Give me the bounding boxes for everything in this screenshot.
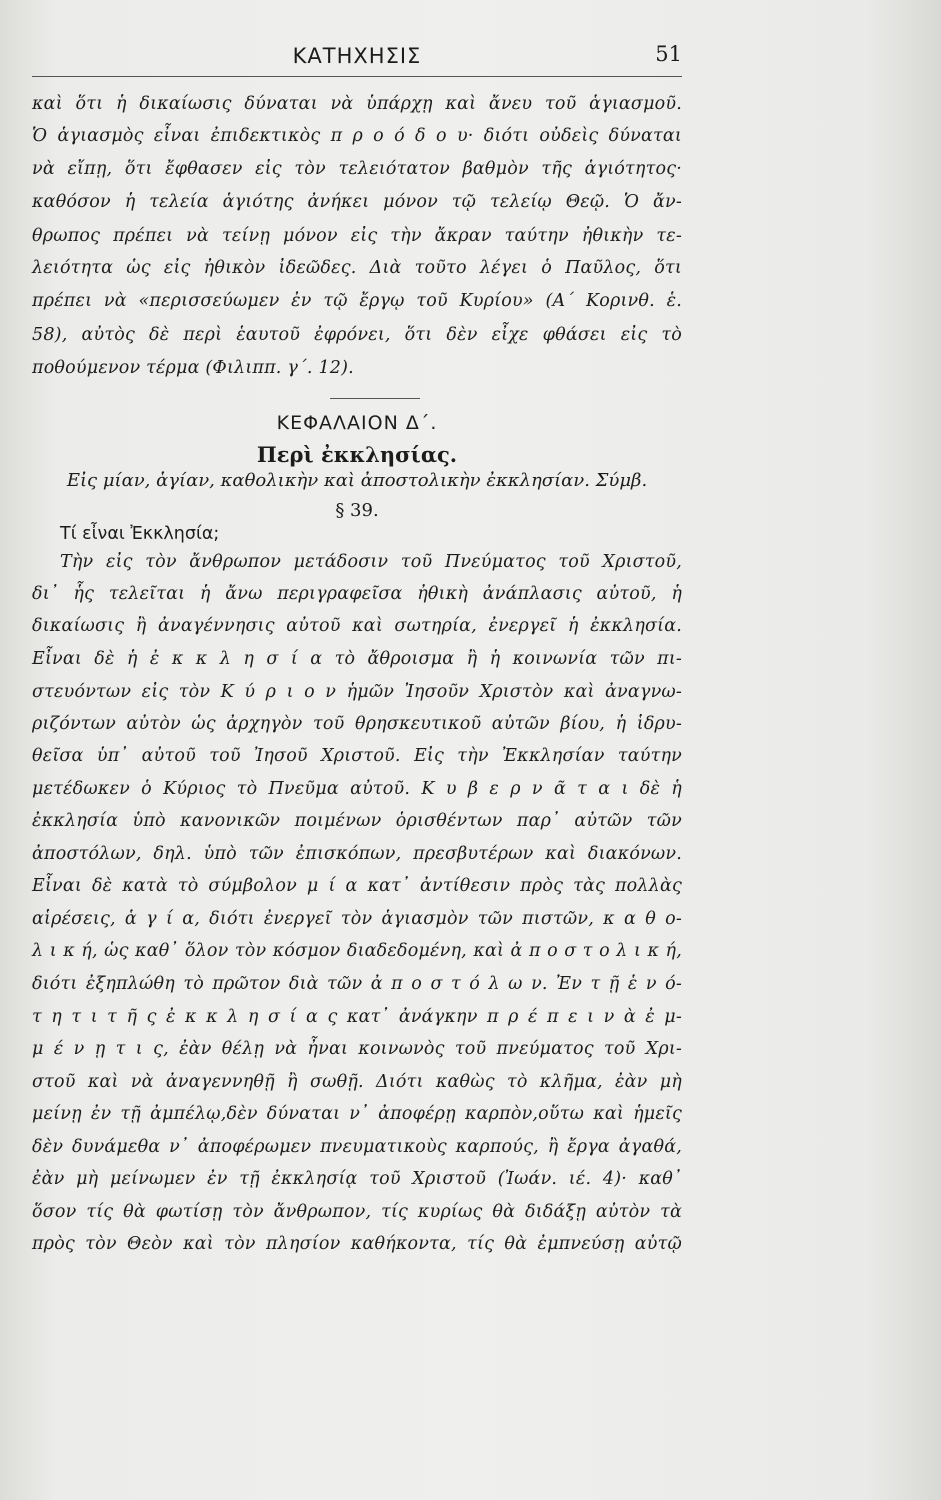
text-line: Ὁ ἁγιασμὸς εἶναι ἐπιδεκτικὸς π ρ ο ό δ ο υ· διότι οὐδεὶς δύναται (32, 126, 682, 146)
paragraph-number: § 39. (335, 500, 379, 521)
text-line: πρέπει νὰ «περισσεύωμεν ἐν τῷ ἔργῳ τοῦ Κυρίου» (Α΄ Κορινθ. ἑ. (32, 291, 682, 311)
chapter-rule (330, 398, 420, 399)
text-line: τ η τ ι τ ῆ ς ἐ κ κ λ η σ ί α ς κατ᾽ ἀνάγκην π ρ έ π ε ι ν ὰ ἐ μ- (32, 1007, 682, 1027)
text-line: Τὴν εἰς τὸν ἄνθρωπον μετάδοσιν τοῦ Πνεύματος τοῦ Χριστοῦ, (60, 552, 682, 572)
catechism-question: Τί εἶναι Ἐκκλησία; (60, 524, 220, 544)
running-head (32, 38, 682, 78)
text-line: θεῖσα ὑπ᾽ αὐτοῦ τοῦ Ἰησοῦ Χριστοῦ. Εἰς τὴν Ἐκκλησίαν ταύτην (32, 746, 682, 766)
text-line: δι᾽ ἧς τελεῖται ἡ ἄνω περιγραφεῖσα ἠθικὴ ἀνάπλασις αὐτοῦ, ἡ (32, 584, 682, 604)
text-line: μετέδωκεν ὁ Κύριος τὸ Πνεῦμα αὐτοῦ. Κ υ β ε ρ ν ᾶ τ α ι δὲ ἡ (32, 779, 682, 799)
text-line: καὶ ὅτι ἡ δικαίωσις δύναται νὰ ὑπάρχῃ καὶ ἄνευ τοῦ ἁγιασμοῦ. (32, 94, 682, 114)
text-line: καθόσον ἡ τελεία ἁγιότης ἀνήκει μόνον τῷ τελείῳ Θεῷ. Ὁ ἄν- (32, 192, 682, 212)
header-rule (32, 76, 682, 77)
text-line: δικαίωσις ἢ ἀναγέννησις αὐτοῦ καὶ σωτηρία, ἐνεργεῖ ἡ ἐκκλησία. (32, 616, 682, 636)
text-line: ἀποστόλων, δηλ. ὑπὸ τῶν ἐπισκόπων, πρεσβυτέρων καὶ διακόνων. (32, 844, 682, 864)
text-line: διότι ἐξηπλώθη τὸ πρῶτον διὰ τῶν ἀ π ο σ τ ό λ ω ν. Ἐν τ ῇ ἑ ν ό- (32, 974, 682, 994)
text-line: ποθούμενον τέρμα (Φιλιππ. γ΄. 12). (32, 358, 354, 378)
text-line: στευόντων εἰς τὸν Κ ύ ρ ι ο ν ἡμῶν Ἰησοῦν Χριστὸν καὶ ἀναγνω- (32, 682, 682, 702)
creed-quote: Εἰς μίαν, ἁγίαν, καθολικὴν καὶ ἀποστολικὴν ἐκκλησίαν. Σύμβ. (66, 470, 648, 491)
text-line: αἱρέσεις, ἁ γ ί α, διότι ἐνεργεῖ τὸν ἁγιασμὸν τῶν πιστῶν, κ α θ ο- (32, 909, 682, 929)
text-line: ἐκκλησία ὑπὸ κανονικῶν ποιμένων ὁρισθέντων παρ᾽ αὐτῶν τῶν (32, 811, 682, 831)
chapter-title: ΚΕΦΑΛΑΙΟΝ Δ΄. (276, 412, 438, 434)
text-line: λ ι κ ή, ὡς καθ᾽ ὅλον τὸν κόσμον διαδεδομένη, καὶ ἀ π ο σ τ ο λ ι κ ή, (32, 941, 682, 961)
text-line: λειότητα ὡς εἰς ἠθικὸν ἰδεῶδες. Διὰ τοῦτο λέγει ὁ Παῦλος, ὅτι (32, 258, 682, 278)
text-line: Εἶναι δὲ ἡ ἐ κ κ λ η σ ί α τὸ ἄθροισμα ἢ ἡ κοινωνία τῶν πι- (32, 649, 682, 669)
text-line: στοῦ καὶ νὰ ἀναγεννηθῇ ἢ σωθῇ. Διότι καθὼς τὸ κλῆμα, ἐὰν μὴ (32, 1072, 682, 1092)
section-heading: Περὶ ἐκκλησίας. (256, 442, 458, 467)
text-line: πρὸς τὸν Θεὸν καὶ τὸν πλησίον καθήκοντα, τίς θὰ ἐμπνεύσῃ αὐτῷ (32, 1234, 682, 1254)
text-line: νὰ εἴπῃ, ὅτι ἔφθασεν εἰς τὸν τελειότατον βαθμὸν τῆς ἁγιότητος· (32, 159, 682, 179)
text-line: Εἶναι δὲ κατὰ τὸ σύμβολον μ ί α κατ᾽ ἀντίθεσιν πρὸς τὰς πολλὰς (32, 876, 682, 896)
text-line: 58), αὐτὸς δὲ περὶ ἑαυτοῦ ἐφρόνει, ὅτι δὲν εἶχε φθάσει εἰς τὸ (32, 325, 682, 345)
running-title: ΚΑΤΗΧΗΣΙΣ (292, 44, 422, 68)
page-number: 51 (655, 42, 682, 66)
text-line: μείνῃ ἐν τῇ ἀμπέλῳ,δὲν δύναται ν᾽ ἀποφέρῃ καρπὸν,οὕτω καὶ ἡμεῖς (32, 1104, 682, 1124)
text-line: μ έ ν ῃ τ ι ς, ἐὰν θέλῃ νὰ ἦναι κοινωνὸς τοῦ πνεύματος τοῦ Χρι- (32, 1039, 682, 1059)
text-line: ἐὰν μὴ μείνωμεν ἐν τῇ ἐκκλησίᾳ τοῦ Χριστοῦ (Ἰωάν. ιέ. 4)· καθ᾽ (32, 1169, 682, 1189)
text-line: ὅσον τίς θὰ φωτίσῃ τὸν ἄνθρωπον, τίς κυρίως θὰ διδάξῃ αὐτὸν τὰ (32, 1202, 682, 1222)
text-line: δὲν δυνάμεθα ν᾽ ἀποφέρωμεν πνευματικοὺς καρπούς, ἢ ἔργα ἀγαθά, (32, 1137, 682, 1157)
text-line: ριζόντων αὐτὸν ὡς ἀρχηγὸν τοῦ θρησκευτικοῦ αὐτῶν βίου, ἡ ἱδρυ- (32, 714, 682, 734)
text-line: θρωπος πρέπει νὰ τείνῃ μόνον εἰς τὴν ἄκραν ταύτην ἠθικὴν τε- (32, 226, 682, 246)
